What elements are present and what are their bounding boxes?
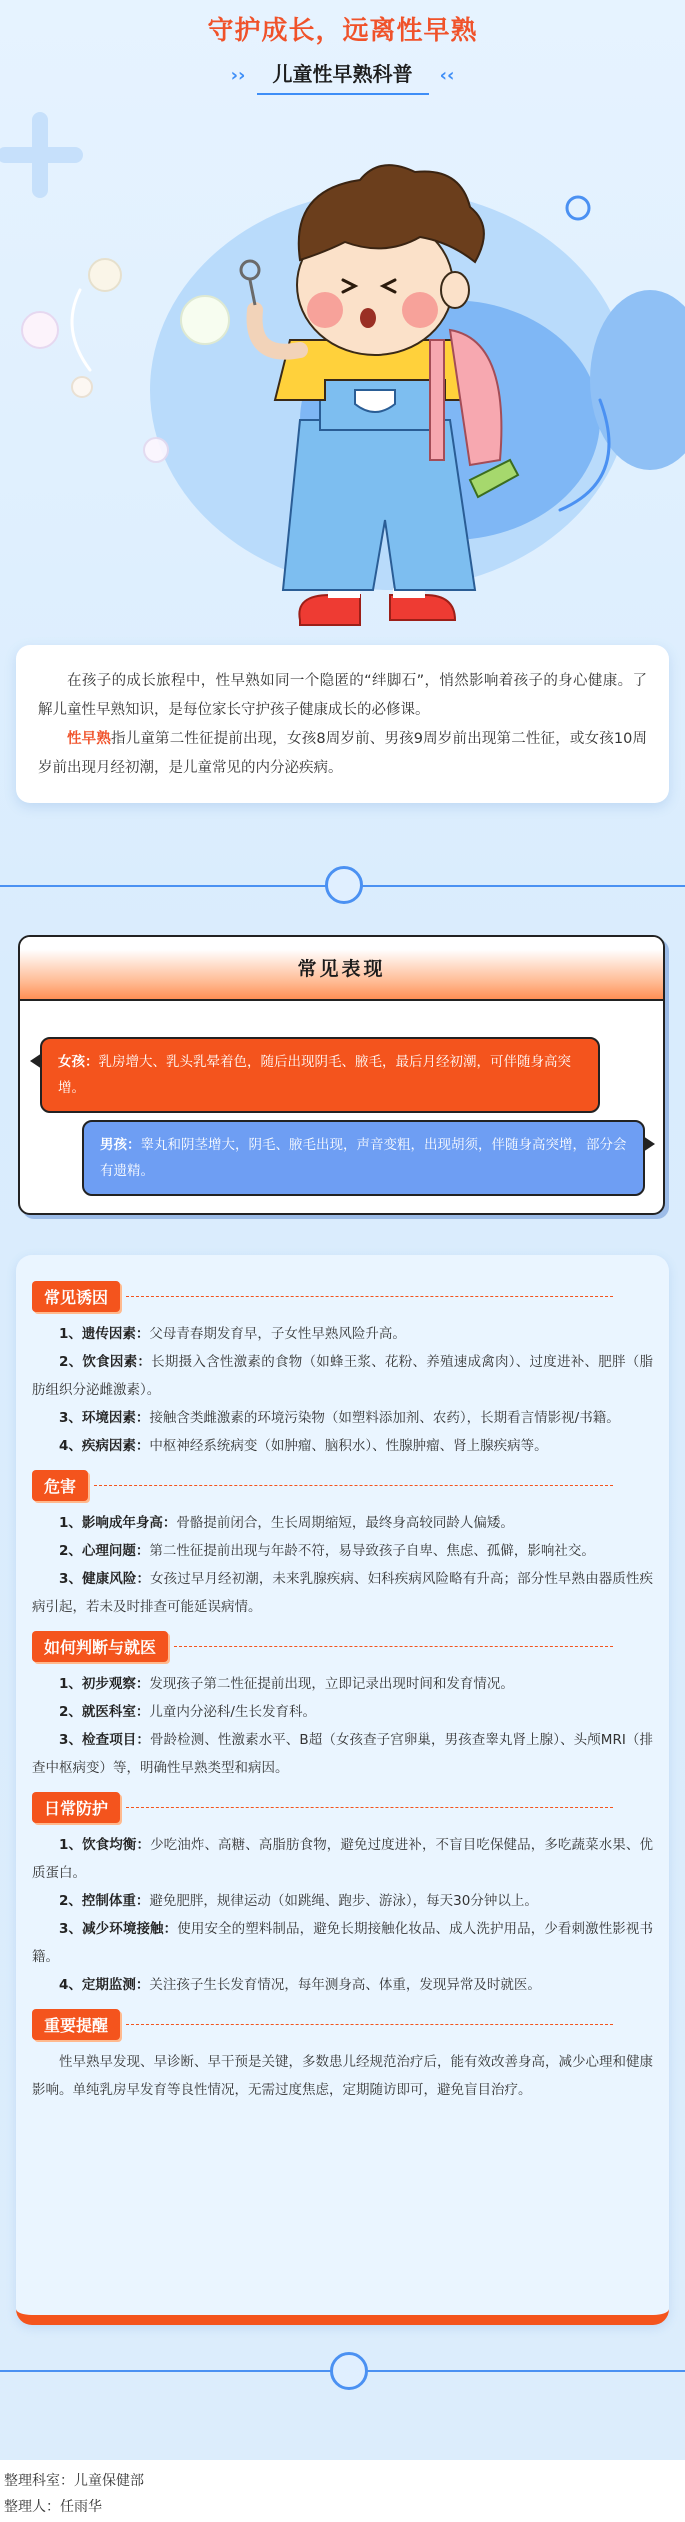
section-diagnosis [32,1670,653,1782]
section-dashed-line [94,1485,613,1486]
boy-label: 男孩： [100,1137,141,1153]
item-text: 避免肥胖，规律运动（如跳绳、跑步、游泳），每天30分钟以上。 [149,1893,538,1909]
boy-speech-bubble [82,1120,645,1196]
item-text: 骨龄检测、性激素水平、B超（女孩查子宫卵巢，男孩查睾丸肾上腺）、头颅MRI（排查中枢病变）等，明确性早熟类型和病因。 [32,1732,653,1776]
list-item [32,1698,653,1726]
backpack-strap [430,340,444,460]
list-item [32,1831,653,1887]
item-label: 4、疾病因素： [59,1438,150,1454]
ring-icon [330,2352,368,2390]
list-item [32,1404,653,1432]
intro-term: 性早熟 [67,731,112,747]
page-subtitle: 儿童性早熟科普 [257,58,429,95]
item-text: 发现孩子第二性征提前出现，立即记录出现时间和发育情况。 [149,1676,514,1692]
item-label: 1、饮食均衡： [59,1837,151,1853]
section-header [32,1792,653,1823]
list-item [32,1726,653,1782]
cheek-right [402,292,438,328]
list-item [32,1887,653,1915]
section-dashed-line [126,2024,613,2025]
ear [441,272,469,308]
item-label: 2、心理问题： [59,1543,150,1559]
section-header [32,1631,653,1662]
hair [299,165,484,262]
list-item [32,1348,653,1404]
bubble-icon [89,259,121,291]
bubble-icon [144,438,168,462]
section-dashed-line [126,1807,613,1808]
list-item [32,1509,653,1537]
item-text: 使用安全的塑料制品，避免长期接触化妆品、成人洗护用品，少看刺激性影视书籍。 [32,1921,653,1965]
item-text: 儿童内分泌科/生长发育科。 [149,1704,316,1720]
footer [4,2468,144,2520]
intro-paragraph-2 [38,725,647,783]
section-title: 常见诱因 [32,1281,120,1312]
section-header [32,2009,653,2040]
pocket [355,390,395,412]
section-title: 危害 [32,1470,88,1501]
child-blowing-bubbles-illustration [0,90,685,650]
list-item [32,1565,653,1621]
footer-dept: 整理科室：儿童保健部 [4,2473,144,2489]
ring-deco-icon [567,197,589,219]
item-label: 2、饮食因素： [59,1354,152,1370]
item-text: 父母青春期发育早，子女性早熟风险升高。 [149,1326,406,1342]
reminder-text: 性早熟早发现、早诊断、早干预是关键，多数患儿经规范治疗后，能有效改善身高，减少心理和健康影响。单纯乳房早发育等良性情况，无需过度焦虑，定期随访即可，避免盲目治疗。 [32,2054,653,2098]
intro-definition: 指儿童第二性征提前出现，女孩8周岁前、男孩9周岁前出现第二性征，或女孩10周岁前出现月经初潮，是儿童常见的内分泌疾病。 [38,731,648,776]
item-label: 4、定期监测： [59,1977,150,1993]
item-text: 女孩过早月经初潮，未来乳腺疾病、妇科疾病风险略有升高；部分性早熟由器质性疾病引起，若未及时排查可能延误病情。 [32,1571,653,1615]
boy-text: 睾丸和阴茎增大，阴毛、腋毛出现，声音变粗，出现胡须，伴随身高突增，部分会有遗精。 [100,1137,627,1179]
item-text: 中枢神经系统病变（如肿瘤、脑积水）、性腺肿瘤、肾上腺疾病等。 [149,1438,548,1454]
item-label: 2、控制体重： [59,1893,150,1909]
girl-label: 女孩： [58,1054,99,1070]
list-item [32,1432,653,1460]
item-text: 关注孩子生长发育情况，每年测身高、体重，发现异常及时就医。 [149,1977,541,1993]
ring-icon [325,866,363,904]
item-text: 第二性征提前出现与年龄不符，易导致孩子自卑、焦虑、孤僻，影响社交。 [149,1543,595,1559]
plus-deco-icon [5,120,75,190]
list-item [32,1670,653,1698]
item-text: 长期摄入含性激素的食物（如蜂王浆、花粉、养殖速成禽肉）、过度进补、肥胖（脂肪组织分泌雌激素）。 [32,1354,653,1398]
intro-card [16,645,669,803]
girl-text: 乳房增大、乳头乳晕着色，随后出现阴毛、腋毛，最后月经初潮，可伴随身高突增。 [58,1054,571,1096]
item-text: 接触含类雌激素的环境污染物（如塑料添加剂、农药），长期看言情影视/书籍。 [149,1410,620,1426]
section-header [32,1281,653,1312]
bubble-icon [22,312,58,348]
section-header [32,1470,653,1501]
shoe-left [299,595,360,625]
list-item [32,1971,653,1999]
item-label: 1、影响成年身高： [59,1515,177,1531]
chevron-right-icon: ›› [230,65,246,86]
page-title: 守护成长，远离性早熟 [207,16,478,46]
list-item [32,1537,653,1565]
item-label: 3、健康风险： [59,1571,151,1587]
girl-speech-bubble [40,1037,600,1113]
list-item [32,1915,653,1971]
shoe-right [390,595,455,620]
swoosh-line-left [72,290,90,370]
item-label: 1、初步观察： [59,1676,150,1692]
section-causes [32,1320,653,1460]
footer-person: 整理人：任雨华 [4,2499,102,2515]
section-prevention [32,1831,653,1999]
section-title: 如何判断与就医 [32,1631,168,1662]
item-text: 少吃油炸、高糖、高脂肪食物，避免过度进补，不盲目吃保健品，多吃蔬菜水果、优质蛋白。 [32,1837,653,1881]
section-dashed-line [174,1646,613,1647]
item-text: 骨骼提前闭合，生长周期缩短，最终身高较同龄人偏矮。 [176,1515,514,1531]
item-label: 3、减少环境接触： [59,1921,178,1937]
section-dashed-line [126,1296,613,1297]
chevron-left-icon: ‹‹ [439,65,455,86]
bubble-icon [72,377,92,397]
section-title: 重要提醒 [32,2009,120,2040]
section-title: 日常防护 [32,1792,120,1823]
item-label: 3、环境因素： [59,1410,150,1426]
item-label: 2、就医科室： [59,1704,150,1720]
bubble-icon [181,296,229,344]
section-harms [32,1509,653,1621]
symptoms-title: 常见表现 [20,937,663,1001]
list-item [32,1320,653,1348]
symptoms-card [18,935,665,1215]
cheek-left [307,292,343,328]
mouth [360,308,376,328]
item-label: 3、检查项目： [59,1732,150,1748]
intro-paragraph-1: 在孩子的成长旅程中，性早熟如同一个隐匿的“绊脚石”，悄然影响着孩子的身心健康。了解儿童性早熟知识，是每位家长守护孩子健康成长的必修课。 [38,673,647,718]
content-panel [16,1255,669,2325]
item-label: 1、遗传因素： [59,1326,150,1342]
